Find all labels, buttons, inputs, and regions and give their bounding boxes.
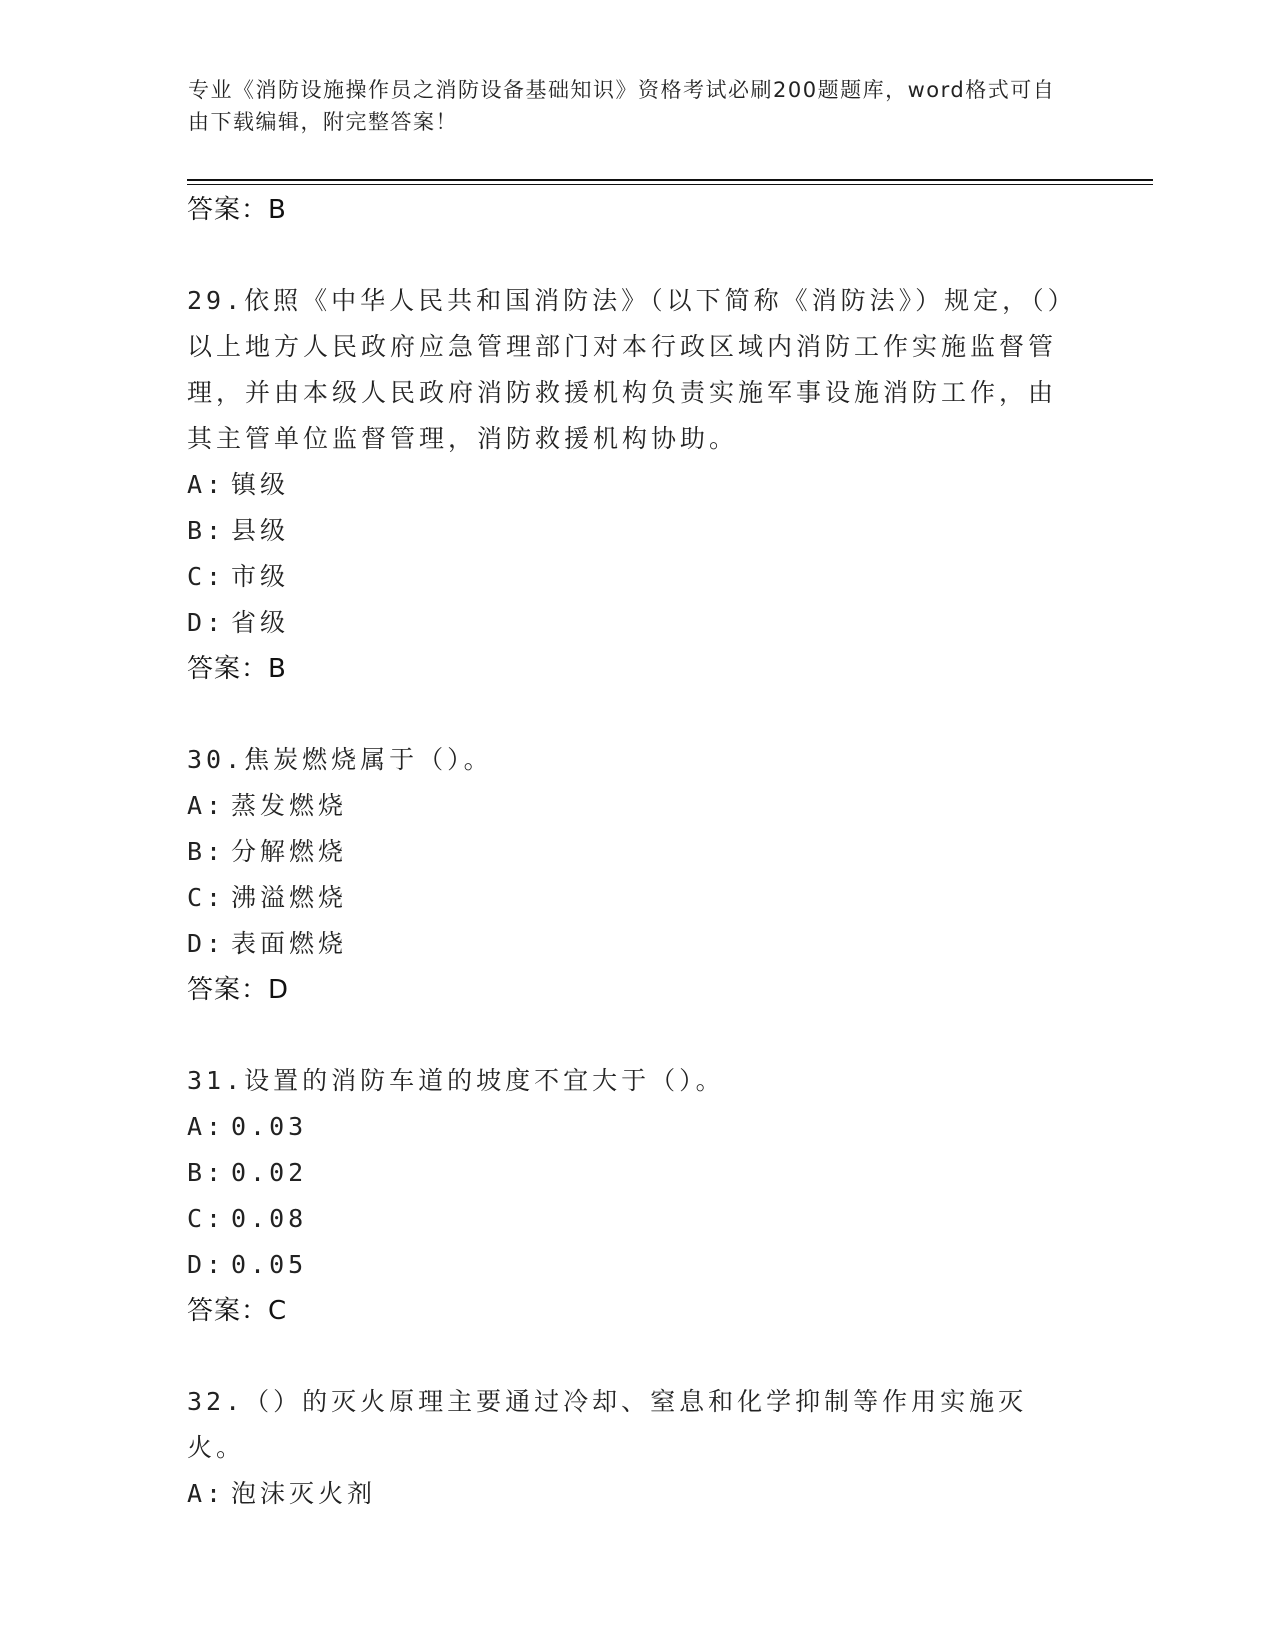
question-31 bbox=[187, 1058, 1087, 1334]
option-text: 0.02 bbox=[231, 1158, 308, 1187]
header-divider-thick bbox=[187, 179, 1153, 181]
option-c bbox=[187, 875, 1087, 921]
question-stem: 30.焦炭燃烧属于（）。 bbox=[187, 745, 493, 774]
option-text: 沸溢燃烧 bbox=[231, 883, 348, 912]
header-divider-thin bbox=[187, 184, 1153, 185]
option-d bbox=[187, 600, 1087, 646]
option-key: C: bbox=[187, 883, 226, 912]
option-key: C: bbox=[187, 1204, 226, 1233]
document-body bbox=[187, 187, 1087, 1517]
question-stem: 31.设置的消防车道的坡度不宜大于（）。 bbox=[187, 1066, 725, 1095]
question-stem: 32.（）的灭火原理主要通过冷却、窒息和化学抑制等作用实施灭火。 bbox=[187, 1387, 1028, 1462]
option-key: D: bbox=[187, 929, 226, 958]
option-d bbox=[187, 1242, 1087, 1288]
option-key: B: bbox=[187, 837, 226, 866]
option-key: D: bbox=[187, 608, 226, 637]
option-text: 镇级 bbox=[231, 470, 290, 499]
option-text: 泡沫灭火剂 bbox=[231, 1479, 377, 1508]
answer-line: 答案：B bbox=[187, 654, 287, 684]
option-b bbox=[187, 508, 1087, 554]
question-29 bbox=[187, 278, 1087, 692]
option-key: B: bbox=[187, 516, 226, 545]
answer-line: 答案：D bbox=[187, 975, 290, 1005]
option-c bbox=[187, 554, 1087, 600]
option-key: A: bbox=[187, 1479, 226, 1508]
option-text: 0.05 bbox=[231, 1250, 308, 1279]
option-a bbox=[187, 1104, 1087, 1150]
option-text: 分解燃烧 bbox=[231, 837, 348, 866]
option-b bbox=[187, 1150, 1087, 1196]
option-text: 县级 bbox=[231, 516, 290, 545]
answer-line: 答案：C bbox=[187, 1296, 288, 1326]
option-text: 市级 bbox=[231, 562, 290, 591]
option-a bbox=[187, 462, 1087, 508]
option-b bbox=[187, 829, 1087, 875]
option-key: A: bbox=[187, 1112, 226, 1141]
option-key: D: bbox=[187, 1250, 226, 1279]
question-30 bbox=[187, 737, 1087, 1013]
option-key: B: bbox=[187, 1158, 226, 1187]
option-a bbox=[187, 783, 1087, 829]
question-stem: 29.依照《中华人民共和国消防法》（以下简称《消防法》）规定，（）以上地方人民政府应急管理部门对本行政区域内消防工作实施监督管理，并由本级人民政府消防救援机构负责实施军事设施消防工作，由其主管单位监督管理，消防救援机构协助。 bbox=[187, 286, 1065, 453]
option-text: 0.08 bbox=[231, 1204, 308, 1233]
option-text: 省级 bbox=[231, 608, 290, 637]
document-header bbox=[188, 74, 1068, 138]
option-a bbox=[187, 1471, 1087, 1517]
option-c bbox=[187, 1196, 1087, 1242]
option-text: 蒸发燃烧 bbox=[231, 791, 348, 820]
answer-line: 答案：B bbox=[187, 195, 287, 225]
option-key: A: bbox=[187, 791, 226, 820]
option-key: C: bbox=[187, 562, 226, 591]
option-key: A: bbox=[187, 470, 226, 499]
option-d bbox=[187, 921, 1087, 967]
header-text: 专业《消防设施操作员之消防设备基础知识》资格考试必刷200题题库，word格式可自由下载编辑，附完整答案！ bbox=[188, 78, 1056, 134]
option-text: 0.03 bbox=[231, 1112, 308, 1141]
question-32 bbox=[187, 1379, 1087, 1517]
option-text: 表面燃烧 bbox=[231, 929, 348, 958]
